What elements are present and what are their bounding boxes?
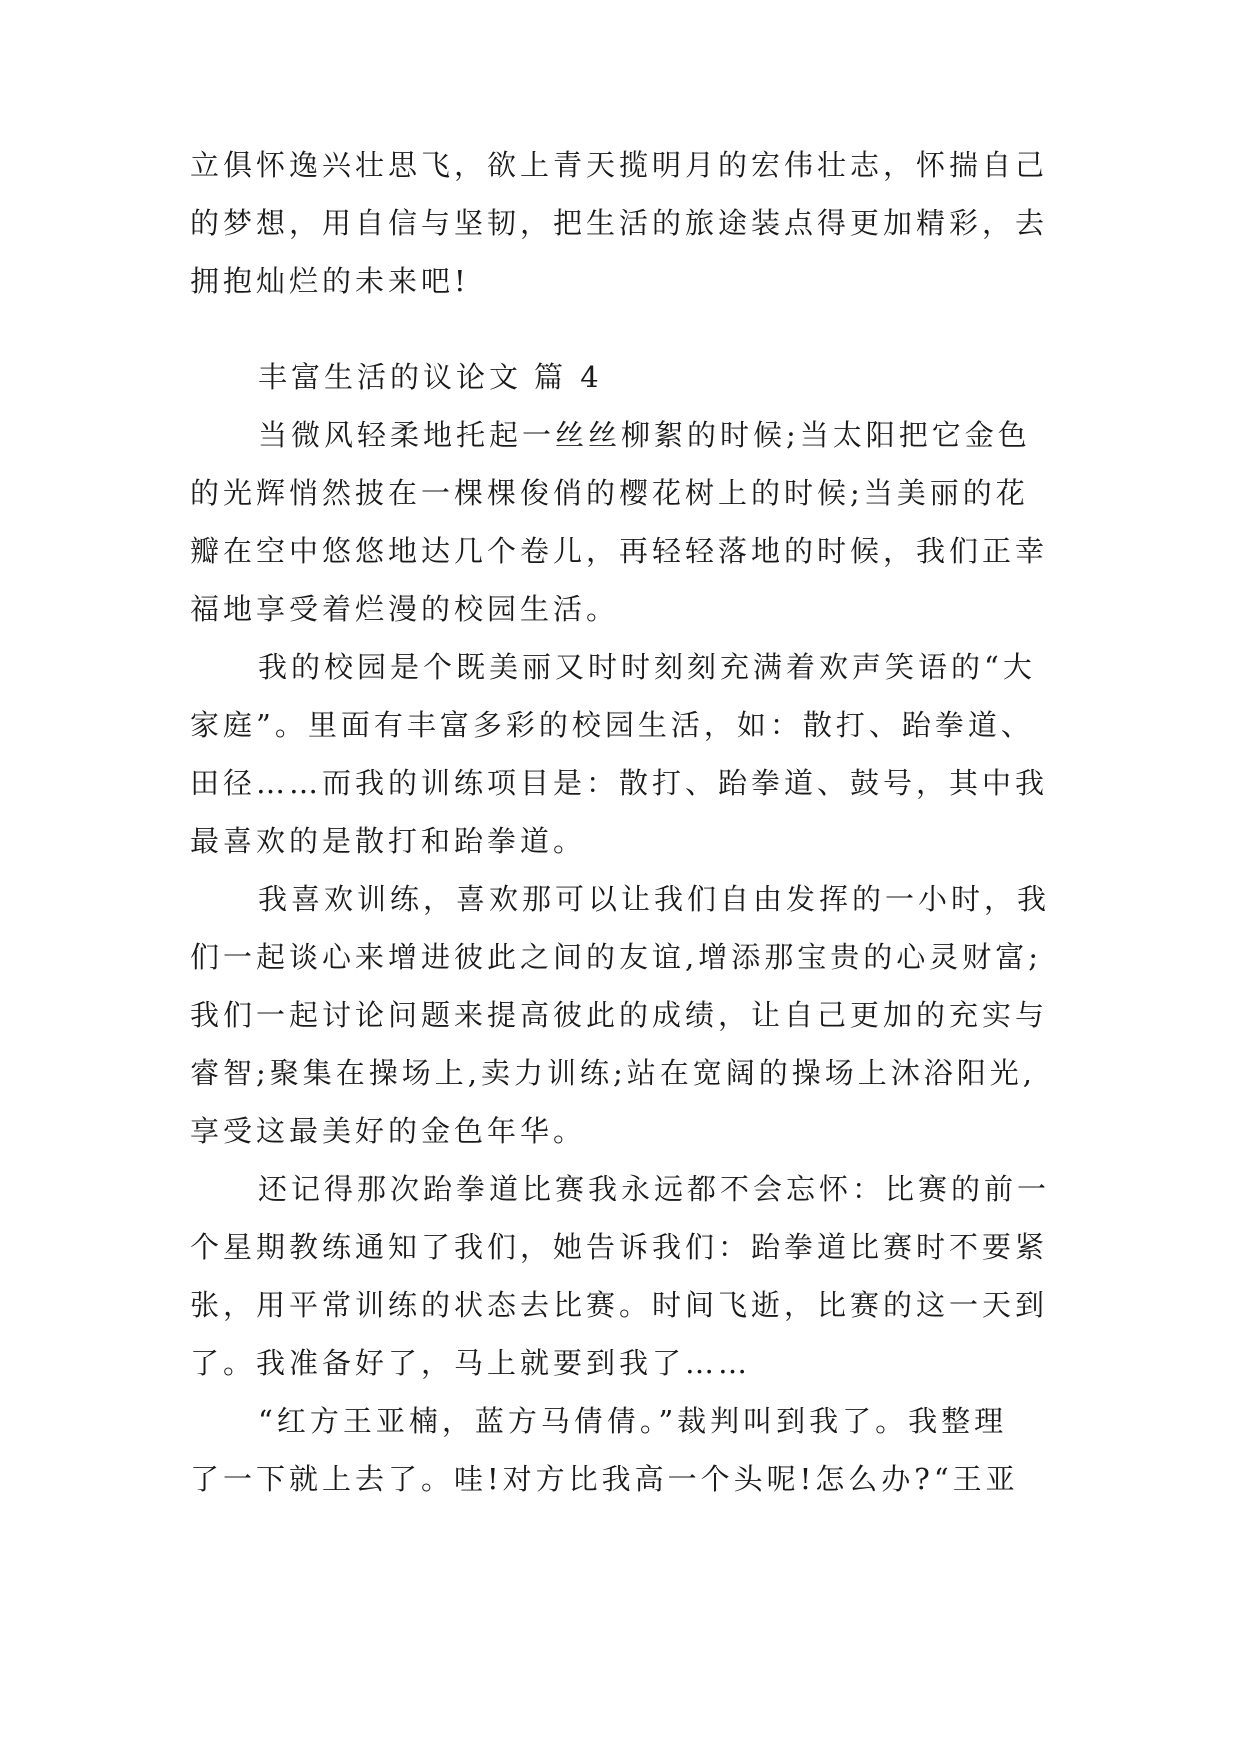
paragraph-line: 的光辉悄然披在一棵棵俊俏的樱花树上的时候;当美丽的花 [190,476,1029,510]
paragraph-line: 田径……而我的训练项目是：散打、跆拳道、鼓号，其中我 [190,766,1049,800]
paragraph-line: 最喜欢的是散打和跆拳道。 [190,824,587,858]
paragraph-line: 我们一起讨论问题来提高彼此的成绩，让自己更加的充实与 [190,998,1049,1032]
section-title: 丰富生活的议论文 [258,360,523,394]
paragraph-line: “红方王亚楠，蓝方马倩倩。”裁判叫到我了。我整理 [258,1404,1008,1438]
section-heading [258,348,1050,406]
paragraph-line: 了。我准备好了，马上就要到我了…… [190,1346,752,1380]
paragraph-line: 当微风轻柔地托起一丝丝柳絮的时候;当太阳把它金色 [258,418,1031,452]
paragraph-line: 张，用平常训练的状态去比赛。时间飞逝，比赛的这一天到 [190,1288,1049,1322]
section-number: 篇 4 [534,360,603,394]
paragraph-line: 们一起谈心来增进彼此之间的友谊,增添那宝贵的心灵财富; [190,940,1042,974]
paragraph-line: 享受这最美好的金色年华。 [190,1114,587,1148]
text-line: 立俱怀逸兴壮思飞，欲上青天揽明月的宏伟壮志，怀揣自己 [190,148,1049,182]
paragraph-line: 福地享受着烂漫的校园生活。 [190,592,620,626]
text-line: 拥抱灿烂的未来吧! [190,264,470,298]
paragraph-line: 我的校园是个既美丽又时时刻刻充满着欢声笑语的“大 [258,650,1036,684]
text-line: 的梦想，用自信与坚韧，把生活的旅途装点得更加精彩，去 [190,206,1049,240]
paragraph-line: 还记得那次跆拳道比赛我永远都不会忘怀：比赛的前一 [258,1172,1050,1206]
paragraph-line: 个星期教练通知了我们，她告诉我们：跆拳道比赛时不要紧 [190,1230,1049,1264]
paragraph-line: 了一下就上去了。哇!对方比我高一个头呢!怎么办?“王亚 [190,1462,1019,1496]
paragraph-line: 家庭”。里面有丰富多彩的校园生活，如：散打、跆拳道、 [190,708,1034,742]
paragraph-line: 瓣在空中悠悠地达几个卷儿，再轻轻落地的时候，我们正幸 [190,534,1049,568]
paragraph-line: 睿智;聚集在操场上,卖力训练;站在宽阔的操场上沐浴阳光, [190,1056,1036,1090]
paragraph-line: 我喜欢训练，喜欢那可以让我们自由发挥的一小时，我 [258,882,1050,916]
